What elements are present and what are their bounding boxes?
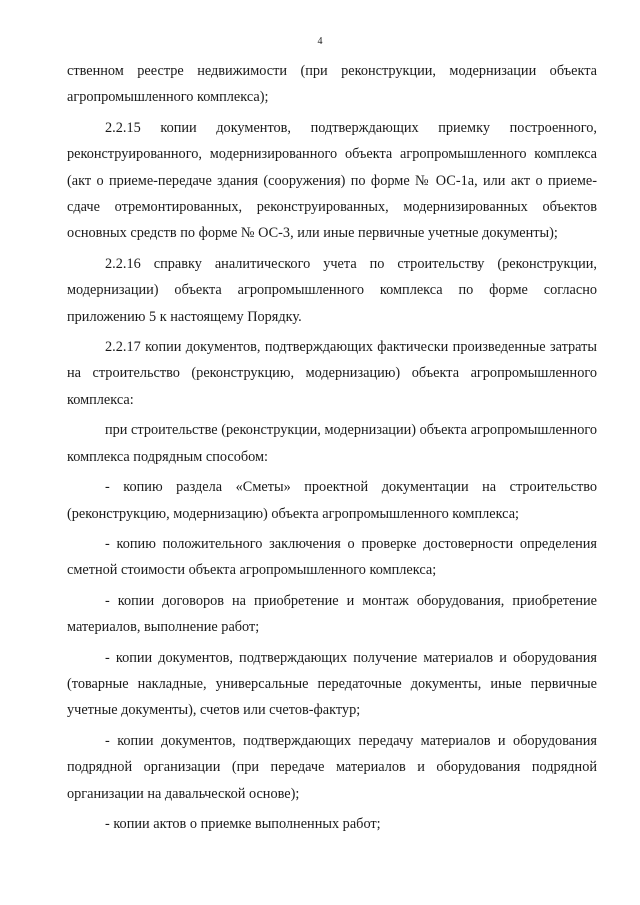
list-item-acceptance-acts: - копии актов о приемке выполненных работ;: [105, 815, 381, 832]
list-item-receipt-documents: - копии документов, подтверждающих получение материалов и оборудования (товарные накладные, универсальные передаточные документы, иные первичные учетные документы), счетов или счетов-фактур;: [67, 649, 597, 719]
paragraph-2-2-15: 2.2.15 копии документов, подтверждающих приемку построенного, реконструированного, модернизированного объекта агропромышленного комплекса (акт о приеме-передаче здания (сооружения) по форме № ОС-1а, или акт о приеме-сдаче отремонтированных, реконструированных, модернизированных объектов основных средств по форме № ОС-3, или иные первичные учетные документы);: [67, 119, 597, 242]
list-item-contracts: - копии договоров на приобретение и монтаж оборудования, приобретение материалов, выполнение работ;: [67, 592, 597, 636]
document-body: [67, 58, 597, 841]
paragraph-2-2-16: 2.2.16 справку аналитического учета по строительству (реконструкции, модернизации) объекта агропромышленного комплекса по форме согласно приложению 5 к настоящему Порядку.: [67, 255, 597, 325]
page-number: 4: [317, 36, 323, 47]
list-item-expert-conclusion: - копию положительного заключения о проверке достоверности определения сметной стоимости объекта агропромышленного комплекса;: [67, 535, 597, 579]
list-item-transfer-documents: - копии документов, подтверждающих передачу материалов и оборудования подрядной организации (при передаче материалов и оборудования подрядной организации на давальческой основе);: [67, 732, 597, 802]
paragraph-2-2-17: 2.2.17 копии документов, подтверждающих фактически произведенные затраты на строительство (реконструкцию, модернизацию) объекта агропромышленного комплекса:: [67, 339, 597, 408]
paragraph-continuation: ственном реестре недвижимости (при реконструкции, модернизации объекта агропромышленного комплекса);: [67, 63, 597, 106]
paragraph-contract-method: при строительстве (реконструкции, модернизации) объекта агропромышленного комплекса подрядным способом:: [67, 422, 597, 465]
list-item-estimates: - копию раздела «Сметы» проектной документации на строительство (реконструкцию, модернизацию) объекта агропромышленного комплекса;: [67, 479, 597, 522]
